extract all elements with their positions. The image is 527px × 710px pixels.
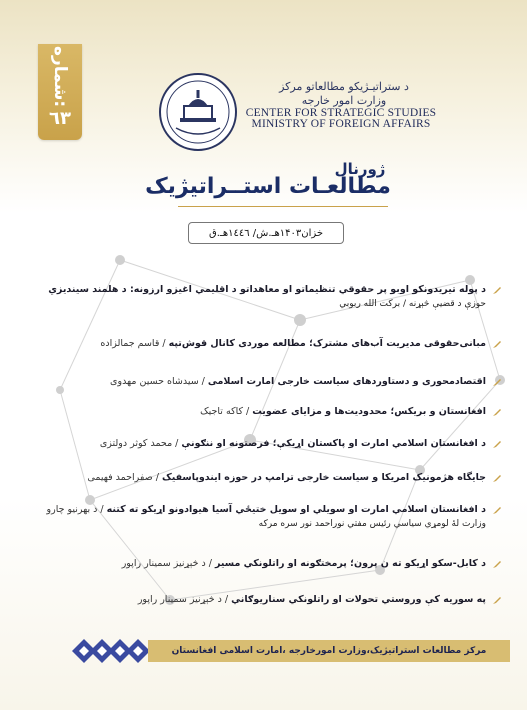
toc-item <box>24 282 502 312</box>
toc-title: په سوریه کې وروستي تحولات او راتلونکي سناریوګاني / د څېړنیز سمینار راپور <box>137 594 486 605</box>
toc-title: افغانستان و بریکس؛ محدودیت‌ها و مزایای عضویت / کاکه تاجیک <box>200 406 486 417</box>
toc-subtitle: حوزې د قضیې څېړنه / برکت الله ربوبي <box>339 299 486 309</box>
toc-title: د کابل-سکو اړیکو ته ن پرون؛ پرمختګونه او راتلونکي مسیر / د څېړنیز سمینار راپور <box>121 558 486 569</box>
center-name-persian <box>244 80 444 108</box>
toc-title: د پوله تیریدونکو اوبو پر حقوقي تنظیماتو او معاهداتو د اقلیمي اغیزو ارزونه: د هلمند سیندیزي <box>48 284 486 295</box>
toc-title: جایگاه هژمونیک امریکا و سیاست خارجی ترامپ در حوزه ایندوپاسفیک / صفراحمد فهیمی <box>87 472 486 483</box>
footer-band: مرکز مطالعات استراتیژیک،وزارت امورخارجه ،امارت اسلامی افغانستان <box>148 640 510 662</box>
pen-bullet-icon <box>492 473 502 483</box>
toc-item <box>24 470 502 485</box>
center-name-english <box>236 108 446 130</box>
pen-bullet-icon <box>492 595 502 605</box>
toc-subtitle: وزارت لهٔ لومړي سیاسي رئیس مفتي نوراحمد نور سره مرکه <box>258 519 486 529</box>
center-name-line2: وزارت امور خارجه <box>301 94 387 107</box>
toc-item <box>24 374 502 389</box>
toc-title: مبانی‌حقوقی مدیریت آب‌های مشترک؛ مطالعه موردی کانال قوش‌تپه / قاسم جمالزاده <box>100 338 486 349</box>
toc-item <box>24 436 502 451</box>
toc-title: اقتصادمحوری و دستاوردهای سیاست خارجی امارت اسلامی / سیدشاه حسین مهدوی <box>110 376 486 387</box>
toc-title: د افغانستان اسلامي امارت او پاکستان اړیکې؛ فرصتونه او ننګونې / محمد کوثر دولتزی <box>99 438 486 449</box>
pen-bullet-icon <box>492 505 502 515</box>
journal-label: ژورنال <box>334 160 386 178</box>
pen-bullet-icon <box>492 407 502 417</box>
pen-bullet-icon <box>492 559 502 569</box>
title-divider <box>178 206 388 207</box>
toc-item <box>24 502 502 532</box>
center-name-en-line2: MINISTRY OF FOREIGN AFFAIRS <box>251 118 431 130</box>
pen-bullet-icon <box>492 285 502 295</box>
issue-date: خزان۱۴۰۳هـ.ش/ ١٤٤٦هـ.ق <box>188 222 344 244</box>
toc-title: د افغانستان اسلامي امارت او سویلي او سویل ختیځي آسیا هیوادونو اړیکو ته کتنه / د بهرنیو چارو <box>46 504 486 515</box>
issue-badge <box>38 44 82 140</box>
emirate-emblem-icon <box>158 72 238 152</box>
pen-bullet-icon <box>492 377 502 387</box>
toc-item <box>24 592 502 607</box>
toc-item <box>24 404 502 419</box>
pen-bullet-icon <box>492 439 502 449</box>
toc-item <box>24 556 502 571</box>
center-name-line1: د ستراتیـژیکو مطالعاتو مرکز <box>279 80 409 93</box>
diamond-pattern-icon <box>70 628 150 674</box>
journal-title: مطالعـات استــراتیژیک <box>145 174 391 199</box>
center-name-en-line1: CENTER FOR STRATEGIC STUDIES <box>245 107 437 119</box>
issue-label: شماره: <box>50 46 70 108</box>
issue-number: ٦٣ <box>49 108 71 129</box>
toc-item <box>24 336 502 351</box>
pen-bullet-icon <box>492 339 502 349</box>
